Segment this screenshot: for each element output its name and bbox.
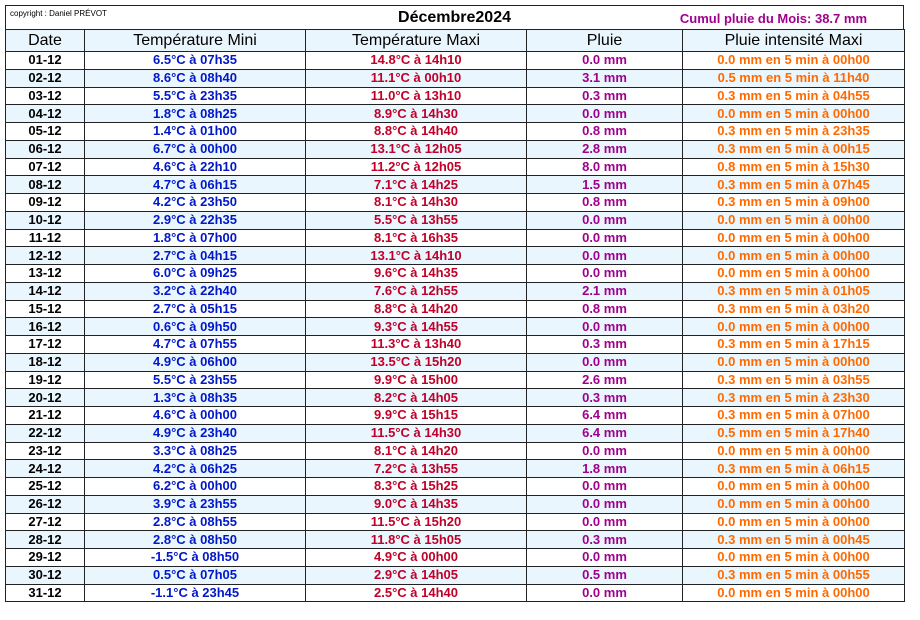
cell-temp-max: 13.1°C à 14h10 xyxy=(306,247,527,265)
cell-temp-min: 4.9°C à 23h40 xyxy=(85,424,306,442)
copyright-notice: copyright : Daniel PRÉVOT xyxy=(10,9,107,18)
cell-temp-max: 9.9°C à 15h00 xyxy=(306,371,527,389)
table-row xyxy=(6,584,905,602)
cell-rain: 0.0 mm xyxy=(527,211,683,229)
cell-date: 07-12 xyxy=(6,158,85,176)
table-row xyxy=(6,229,905,247)
cell-temp-min: 1.4°C à 01h00 xyxy=(85,123,306,141)
cell-date: 19-12 xyxy=(6,371,85,389)
cell-rain: 0.0 mm xyxy=(527,105,683,123)
table-row xyxy=(6,389,905,407)
cell-temp-min: 2.7°C à 04h15 xyxy=(85,247,306,265)
table-row xyxy=(6,460,905,478)
cell-temp-min: 2.7°C à 05h15 xyxy=(85,300,306,318)
cell-date: 05-12 xyxy=(6,123,85,141)
table-row xyxy=(6,478,905,496)
cell-temp-min: 6.2°C à 00h00 xyxy=(85,478,306,496)
table-row xyxy=(6,424,905,442)
cell-rain: 0.0 mm xyxy=(527,549,683,567)
cell-date: 03-12 xyxy=(6,87,85,105)
table-row xyxy=(6,158,905,176)
cell-rain: 1.8 mm xyxy=(527,460,683,478)
table-row xyxy=(6,336,905,354)
table-row xyxy=(6,495,905,513)
cell-temp-max: 7.1°C à 14h25 xyxy=(306,176,527,194)
cell-temp-min: 5.5°C à 23h55 xyxy=(85,371,306,389)
cell-temp-max: 11.5°C à 15h20 xyxy=(306,513,527,531)
cell-date: 27-12 xyxy=(6,513,85,531)
cell-temp-max: 11.5°C à 14h30 xyxy=(306,424,527,442)
cell-rain-intensity: 0.0 mm en 5 min à 00h00 xyxy=(683,495,905,513)
cell-date: 31-12 xyxy=(6,584,85,602)
cell-rain-intensity: 0.3 mm en 5 min à 03h55 xyxy=(683,371,905,389)
table-row xyxy=(6,371,905,389)
cell-date: 25-12 xyxy=(6,478,85,496)
cell-temp-max: 7.2°C à 13h55 xyxy=(306,460,527,478)
column-header-rain: Pluie xyxy=(527,30,683,52)
cell-date: 21-12 xyxy=(6,407,85,425)
cell-rain-intensity: 0.3 mm en 5 min à 17h15 xyxy=(683,336,905,354)
table-row xyxy=(6,407,905,425)
weather-table xyxy=(5,29,905,602)
cell-rain-intensity: 0.3 mm en 5 min à 07h45 xyxy=(683,176,905,194)
cell-date: 18-12 xyxy=(6,353,85,371)
cell-temp-min: 3.9°C à 23h55 xyxy=(85,495,306,513)
cell-rain-intensity: 0.3 mm en 5 min à 00h45 xyxy=(683,531,905,549)
cell-date: 08-12 xyxy=(6,176,85,194)
cell-temp-max: 8.8°C à 14h20 xyxy=(306,300,527,318)
cell-temp-min: 0.5°C à 07h05 xyxy=(85,566,306,584)
monthly-weather-report xyxy=(5,5,904,602)
cell-rain: 0.0 mm xyxy=(527,318,683,336)
table-row xyxy=(6,176,905,194)
cell-rain: 0.0 mm xyxy=(527,495,683,513)
cell-temp-min: 2.9°C à 22h35 xyxy=(85,211,306,229)
cell-date: 04-12 xyxy=(6,105,85,123)
cell-rain-intensity: 0.0 mm en 5 min à 00h00 xyxy=(683,265,905,283)
cell-date: 11-12 xyxy=(6,229,85,247)
cell-rain-intensity: 0.8 mm en 5 min à 15h30 xyxy=(683,158,905,176)
table-row xyxy=(6,442,905,460)
cell-temp-max: 11.0°C à 13h10 xyxy=(306,87,527,105)
cell-temp-min: 4.6°C à 00h00 xyxy=(85,407,306,425)
cell-date: 20-12 xyxy=(6,389,85,407)
cell-rain: 0.0 mm xyxy=(527,52,683,70)
cell-date: 01-12 xyxy=(6,52,85,70)
cell-rain: 8.0 mm xyxy=(527,158,683,176)
table-header-row xyxy=(6,30,905,52)
cell-date: 10-12 xyxy=(6,211,85,229)
cell-temp-max: 8.2°C à 14h05 xyxy=(306,389,527,407)
cell-rain-intensity: 0.3 mm en 5 min à 04h55 xyxy=(683,87,905,105)
cell-rain: 0.8 mm xyxy=(527,194,683,212)
cell-temp-min: 4.7°C à 07h55 xyxy=(85,336,306,354)
cell-temp-min: -1.1°C à 23h45 xyxy=(85,584,306,602)
cell-temp-min: 6.5°C à 07h35 xyxy=(85,52,306,70)
cell-temp-min: 2.8°C à 08h50 xyxy=(85,531,306,549)
table-row xyxy=(6,353,905,371)
cell-date: 26-12 xyxy=(6,495,85,513)
cell-rain: 0.8 mm xyxy=(527,123,683,141)
cell-rain-intensity: 0.3 mm en 5 min à 00h15 xyxy=(683,140,905,158)
cell-rain: 6.4 mm xyxy=(527,407,683,425)
table-row xyxy=(6,566,905,584)
cell-date: 23-12 xyxy=(6,442,85,460)
cell-rain: 0.0 mm xyxy=(527,265,683,283)
cell-rain: 0.0 mm xyxy=(527,353,683,371)
cell-temp-max: 11.3°C à 13h40 xyxy=(306,336,527,354)
cell-temp-min: 3.2°C à 22h40 xyxy=(85,282,306,300)
cell-date: 29-12 xyxy=(6,549,85,567)
cell-temp-max: 2.5°C à 14h40 xyxy=(306,584,527,602)
cell-rain: 0.0 mm xyxy=(527,247,683,265)
cell-rain: 0.3 mm xyxy=(527,336,683,354)
cell-temp-max: 8.9°C à 14h30 xyxy=(306,105,527,123)
cell-rain-intensity: 0.0 mm en 5 min à 00h00 xyxy=(683,353,905,371)
table-row xyxy=(6,247,905,265)
table-row xyxy=(6,69,905,87)
cell-rain: 0.3 mm xyxy=(527,389,683,407)
cell-temp-min: 1.8°C à 08h25 xyxy=(85,105,306,123)
cell-rain: 1.5 mm xyxy=(527,176,683,194)
cell-temp-min: 6.0°C à 09h25 xyxy=(85,265,306,283)
cell-date: 28-12 xyxy=(6,531,85,549)
cell-rain: 0.0 mm xyxy=(527,229,683,247)
cell-date: 24-12 xyxy=(6,460,85,478)
cell-rain-intensity: 0.3 mm en 5 min à 09h00 xyxy=(683,194,905,212)
column-header-temp-max: Température Maxi xyxy=(306,30,527,52)
cell-temp-max: 8.1°C à 14h20 xyxy=(306,442,527,460)
table-row xyxy=(6,531,905,549)
cell-temp-max: 8.8°C à 14h40 xyxy=(306,123,527,141)
cell-temp-min: -1.5°C à 08h50 xyxy=(85,549,306,567)
table-row xyxy=(6,549,905,567)
cell-date: 12-12 xyxy=(6,247,85,265)
cell-rain: 0.3 mm xyxy=(527,531,683,549)
table-row xyxy=(6,105,905,123)
cell-date: 09-12 xyxy=(6,194,85,212)
cell-temp-max: 11.1°C à 00h10 xyxy=(306,69,527,87)
cell-rain-intensity: 0.0 mm en 5 min à 00h00 xyxy=(683,105,905,123)
cell-temp-min: 1.8°C à 07h00 xyxy=(85,229,306,247)
cell-rain-intensity: 0.0 mm en 5 min à 00h00 xyxy=(683,478,905,496)
cell-temp-max: 13.5°C à 15h20 xyxy=(306,353,527,371)
cell-date: 17-12 xyxy=(6,336,85,354)
cell-temp-max: 11.8°C à 15h05 xyxy=(306,531,527,549)
cell-temp-max: 7.6°C à 12h55 xyxy=(306,282,527,300)
cell-temp-max: 8.1°C à 16h35 xyxy=(306,229,527,247)
cell-rain-intensity: 0.0 mm en 5 min à 00h00 xyxy=(683,318,905,336)
cell-rain: 2.1 mm xyxy=(527,282,683,300)
report-header xyxy=(5,5,904,29)
column-header-date: Date xyxy=(6,30,85,52)
cell-rain: 0.0 mm xyxy=(527,513,683,531)
cell-rain: 0.3 mm xyxy=(527,87,683,105)
cell-temp-max: 9.9°C à 15h15 xyxy=(306,407,527,425)
cell-rain: 0.8 mm xyxy=(527,300,683,318)
cell-rain-intensity: 0.0 mm en 5 min à 00h00 xyxy=(683,211,905,229)
cell-date: 06-12 xyxy=(6,140,85,158)
cell-temp-min: 4.9°C à 06h00 xyxy=(85,353,306,371)
column-header-temp-min: Température Mini xyxy=(85,30,306,52)
page-title: Décembre2024 xyxy=(398,9,511,26)
cell-temp-min: 2.8°C à 08h55 xyxy=(85,513,306,531)
cell-temp-max: 4.9°C à 00h00 xyxy=(306,549,527,567)
cell-temp-min: 4.2°C à 23h50 xyxy=(85,194,306,212)
cell-temp-max: 11.2°C à 12h05 xyxy=(306,158,527,176)
cell-rain: 2.6 mm xyxy=(527,371,683,389)
cell-temp-max: 9.6°C à 14h35 xyxy=(306,265,527,283)
cell-temp-min: 4.6°C à 22h10 xyxy=(85,158,306,176)
table-row xyxy=(6,513,905,531)
cell-date: 30-12 xyxy=(6,566,85,584)
cell-temp-max: 8.3°C à 15h25 xyxy=(306,478,527,496)
cell-rain-intensity: 0.3 mm en 5 min à 23h30 xyxy=(683,389,905,407)
cell-rain: 3.1 mm xyxy=(527,69,683,87)
cell-temp-min: 6.7°C à 00h00 xyxy=(85,140,306,158)
cell-date: 22-12 xyxy=(6,424,85,442)
cell-rain: 6.4 mm xyxy=(527,424,683,442)
cell-temp-max: 8.1°C à 14h30 xyxy=(306,194,527,212)
cell-rain-intensity: 0.3 mm en 5 min à 03h20 xyxy=(683,300,905,318)
cell-temp-max: 9.0°C à 14h35 xyxy=(306,495,527,513)
cell-rain-intensity: 0.0 mm en 5 min à 00h00 xyxy=(683,513,905,531)
cell-rain-intensity: 0.5 mm en 5 min à 17h40 xyxy=(683,424,905,442)
cell-temp-max: 5.5°C à 13h55 xyxy=(306,211,527,229)
table-row xyxy=(6,140,905,158)
cell-rain-intensity: 0.0 mm en 5 min à 00h00 xyxy=(683,442,905,460)
cell-rain-intensity: 0.3 mm en 5 min à 01h05 xyxy=(683,282,905,300)
cell-date: 13-12 xyxy=(6,265,85,283)
cell-date: 02-12 xyxy=(6,69,85,87)
cell-date: 16-12 xyxy=(6,318,85,336)
cell-temp-min: 3.3°C à 08h25 xyxy=(85,442,306,460)
cell-temp-max: 13.1°C à 12h05 xyxy=(306,140,527,158)
column-header-rain-intensity: Pluie intensité Maxi xyxy=(683,30,905,52)
monthly-rain-total: Cumul pluie du Mois: 38.7 mm xyxy=(679,11,867,26)
table-row xyxy=(6,300,905,318)
table-row xyxy=(6,282,905,300)
cell-temp-min: 4.2°C à 06h25 xyxy=(85,460,306,478)
cell-date: 14-12 xyxy=(6,282,85,300)
table-body xyxy=(6,52,905,602)
table-row xyxy=(6,194,905,212)
cell-rain-intensity: 0.0 mm en 5 min à 00h00 xyxy=(683,247,905,265)
cell-rain-intensity: 0.0 mm en 5 min à 00h00 xyxy=(683,584,905,602)
cell-rain-intensity: 0.3 mm en 5 min à 06h15 xyxy=(683,460,905,478)
table-row xyxy=(6,265,905,283)
cell-temp-max: 9.3°C à 14h55 xyxy=(306,318,527,336)
table-row xyxy=(6,211,905,229)
cell-temp-min: 1.3°C à 08h35 xyxy=(85,389,306,407)
table-row xyxy=(6,123,905,141)
table-row xyxy=(6,318,905,336)
cell-temp-min: 8.6°C à 08h40 xyxy=(85,69,306,87)
table-row xyxy=(6,87,905,105)
cell-rain-intensity: 0.3 mm en 5 min à 23h35 xyxy=(683,123,905,141)
cell-rain-intensity: 0.0 mm en 5 min à 00h00 xyxy=(683,52,905,70)
cell-date: 15-12 xyxy=(6,300,85,318)
cell-rain-intensity: 0.0 mm en 5 min à 00h00 xyxy=(683,229,905,247)
table-row xyxy=(6,52,905,70)
cell-temp-max: 2.9°C à 14h05 xyxy=(306,566,527,584)
cell-rain-intensity: 0.3 mm en 5 min à 00h55 xyxy=(683,566,905,584)
cell-rain: 0.0 mm xyxy=(527,442,683,460)
cell-temp-min: 0.6°C à 09h50 xyxy=(85,318,306,336)
cell-rain-intensity: 0.3 mm en 5 min à 07h00 xyxy=(683,407,905,425)
cell-rain: 2.8 mm xyxy=(527,140,683,158)
cell-rain: 0.0 mm xyxy=(527,584,683,602)
cell-temp-max: 14.8°C à 14h10 xyxy=(306,52,527,70)
cell-rain: 0.0 mm xyxy=(527,478,683,496)
cell-rain-intensity: 0.5 mm en 5 min à 11h40 xyxy=(683,69,905,87)
cell-temp-min: 4.7°C à 06h15 xyxy=(85,176,306,194)
cell-rain: 0.5 mm xyxy=(527,566,683,584)
cell-temp-min: 5.5°C à 23h35 xyxy=(85,87,306,105)
cell-rain-intensity: 0.0 mm en 5 min à 00h00 xyxy=(683,549,905,567)
